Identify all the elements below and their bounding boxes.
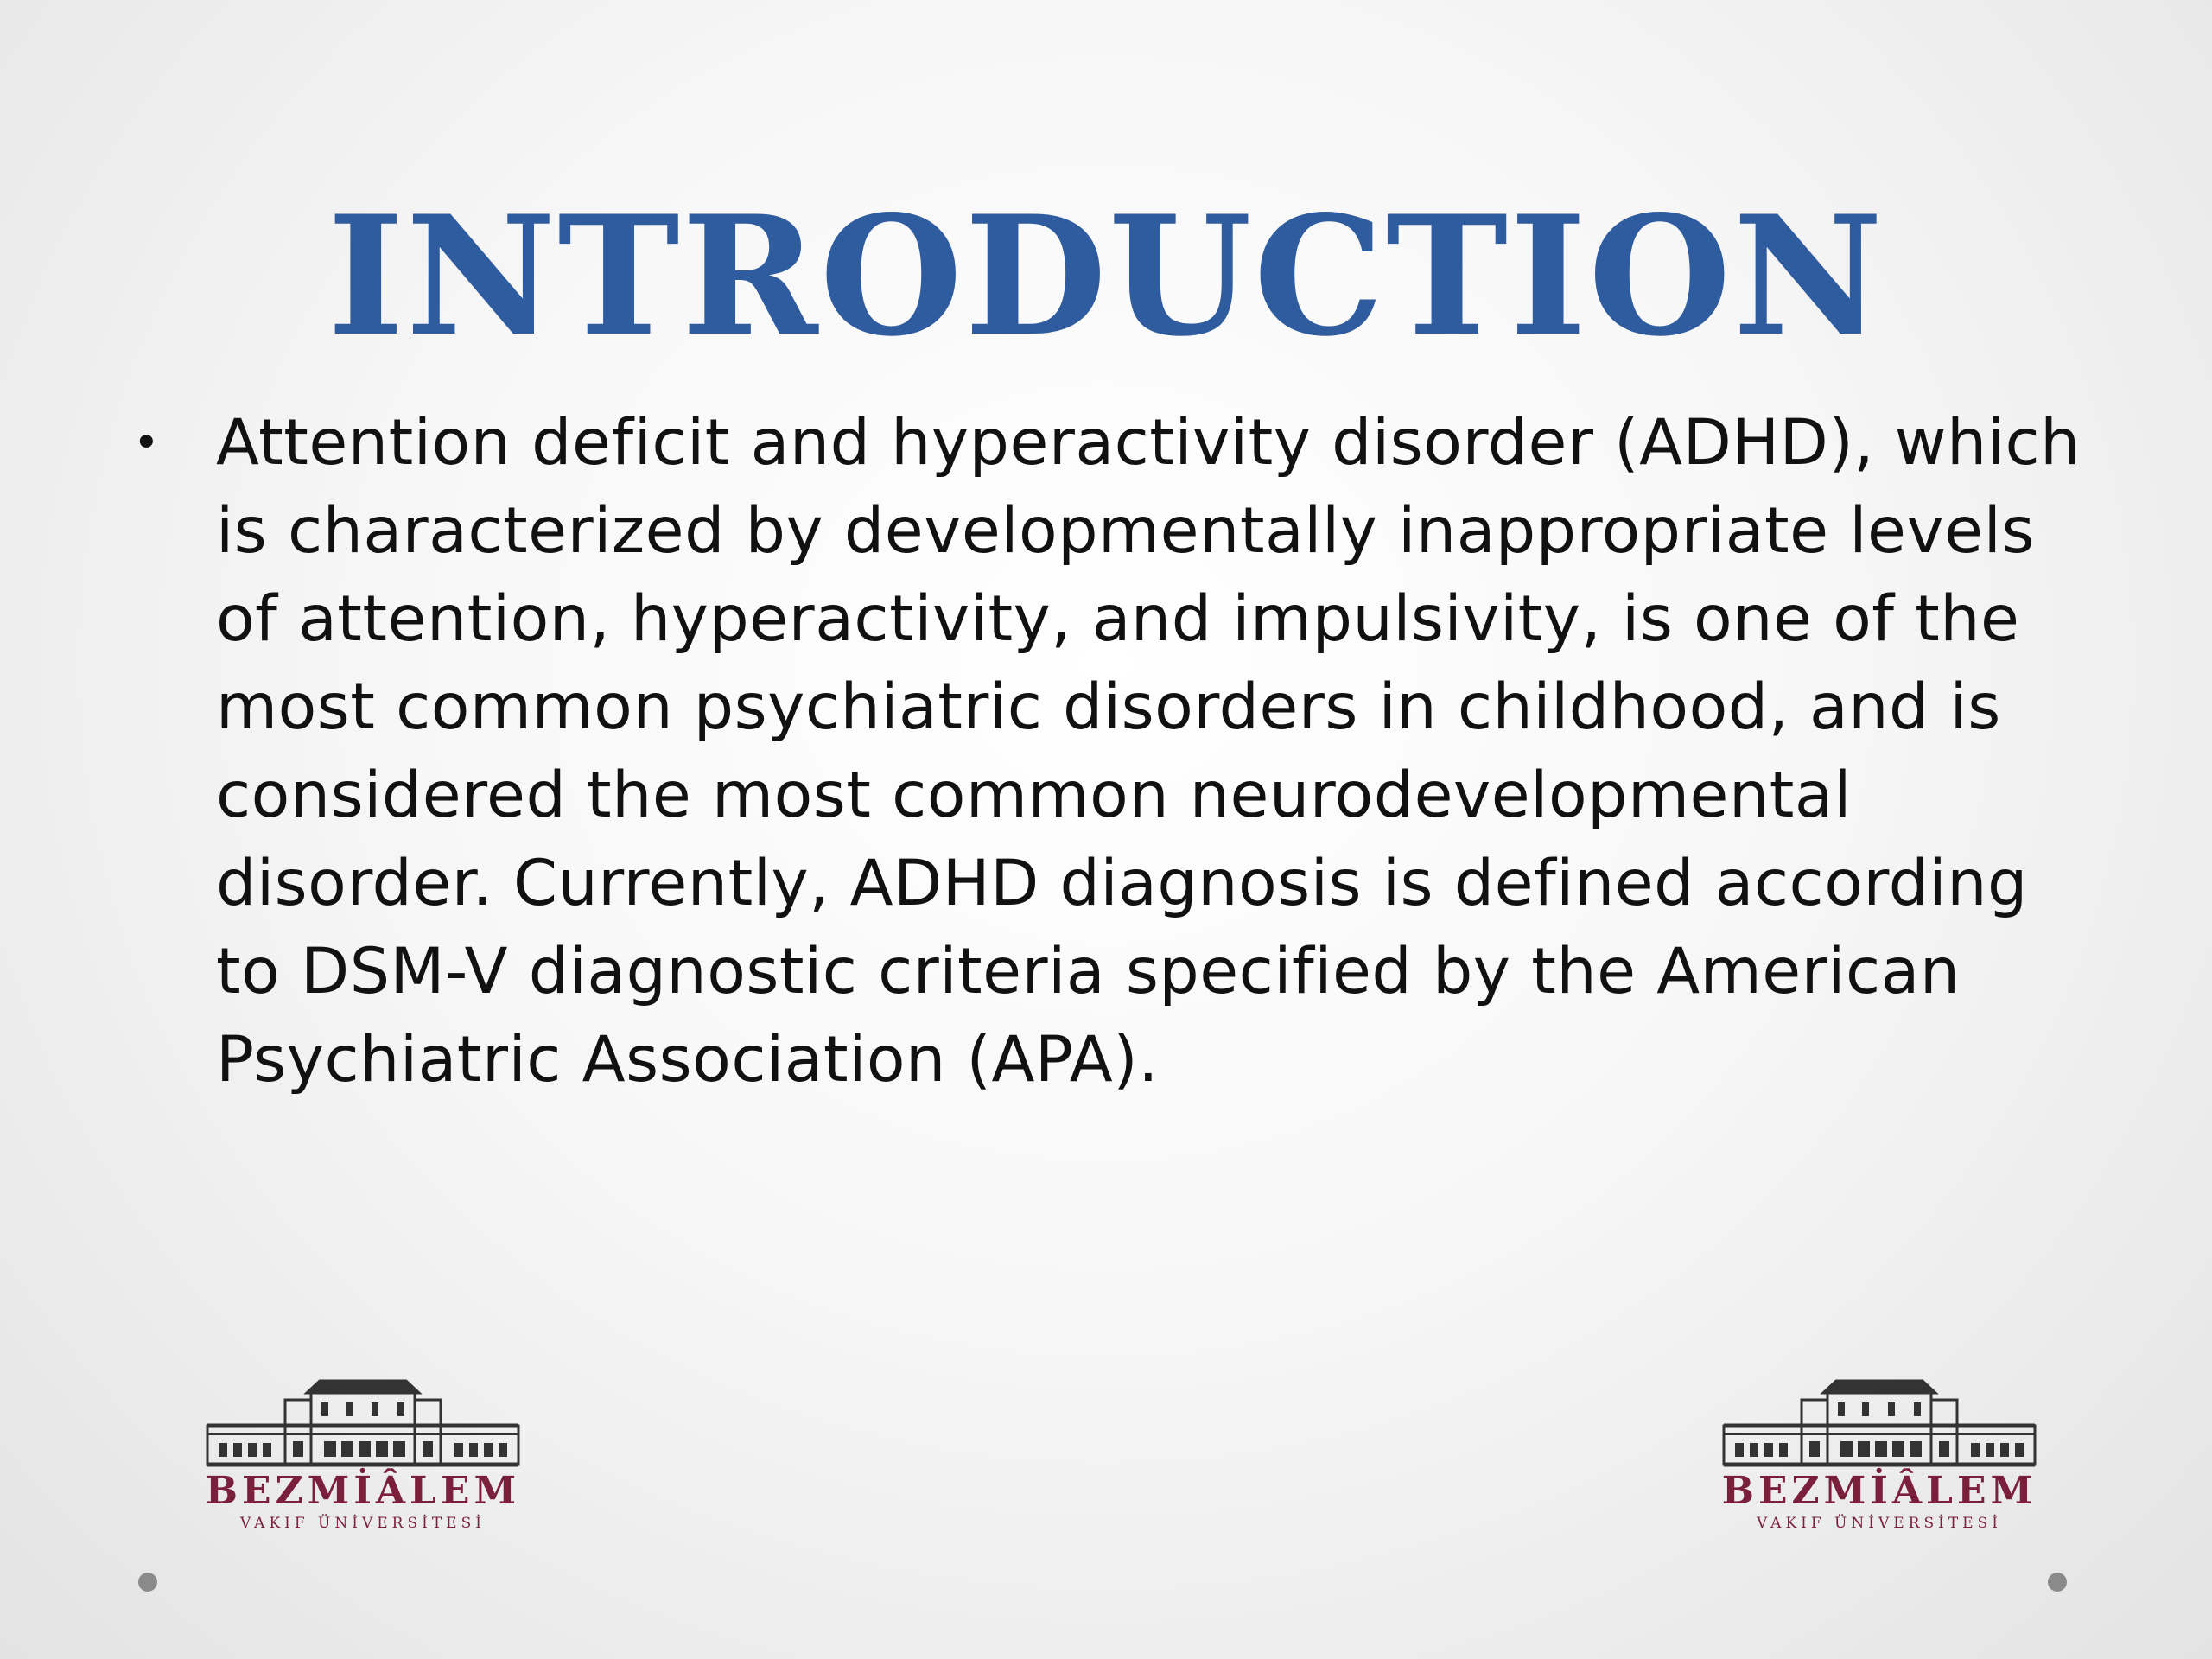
dot-icon — [2048, 1573, 2067, 1592]
logo-subtitle: VAKIF ÜNİVERSİTESİ — [240, 1515, 486, 1532]
building-icon — [203, 1374, 523, 1469]
building-icon — [1719, 1374, 2039, 1469]
slide-title: INTRODUCTION — [327, 180, 1885, 372]
logo-subtitle: VAKIF ÜNİVERSİTESİ — [1757, 1515, 2002, 1532]
bullet-marker: • — [133, 417, 160, 469]
logo-name: BEZMİÂLEM — [1721, 1469, 2037, 1513]
bullet-list — [130, 399, 2100, 1104]
logo-name: BEZMİÂLEM — [205, 1469, 521, 1513]
university-logo-right — [1719, 1374, 2039, 1547]
university-logo-left — [203, 1374, 523, 1547]
bullet-text: Attention deficit and hyperactivity disorder (ADHD), which is characterized by developmentally inappropriate levels of attention, hyperactivity, and impulsivity, is one of the most common psychiatric disorders in childhood, and is considered the most common neurodevelopmental disorder. Currently, ADHD diagnosis is defined according to DSM-V diagnostic criteria specified by the American Psychiatric Association (APA). — [216, 406, 2081, 1096]
dot-icon — [138, 1573, 157, 1592]
bullet-item — [130, 399, 2100, 1104]
